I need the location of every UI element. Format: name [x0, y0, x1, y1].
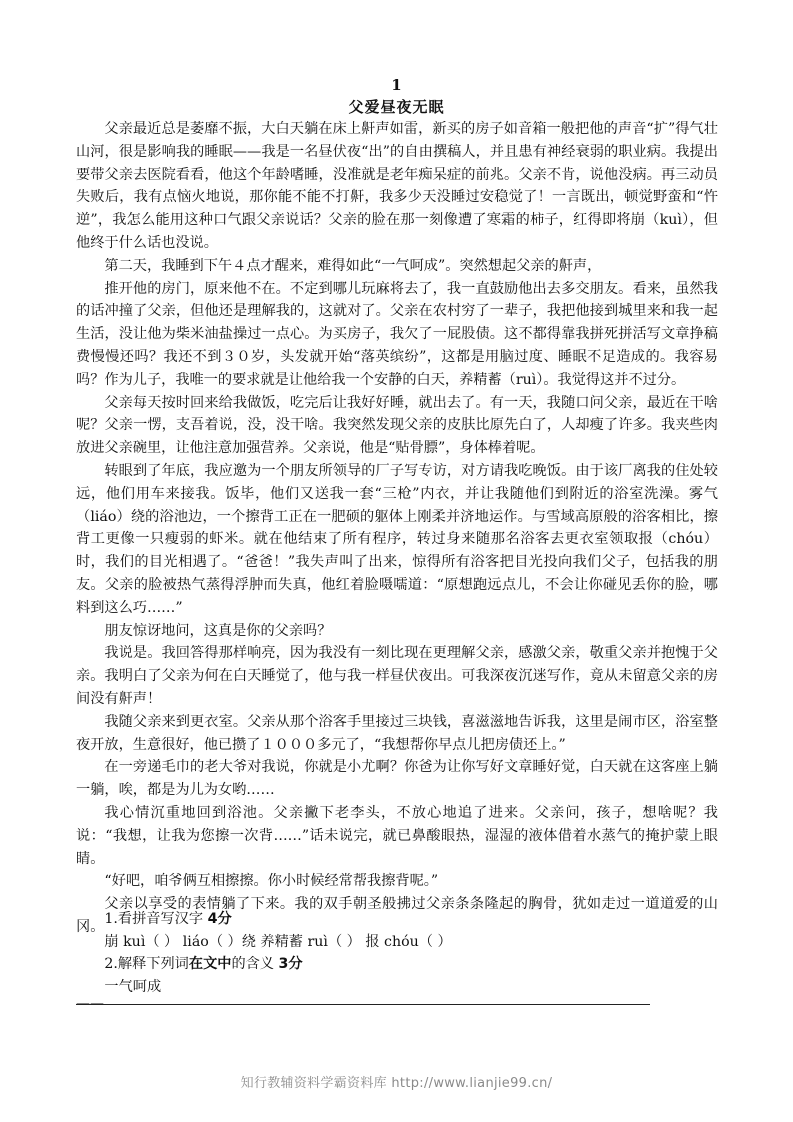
question-2 [76, 953, 718, 976]
answer-dash: —— [76, 996, 104, 1012]
paragraph: 转眼到了年底，我应邀为一个朋友所领导的厂子写专访，对方请我吃晚饭。由于该厂离我的住处较远，他们用车来接我。饭毕，他们又送我一套“三枪”内衣，并让我随他们到附近的浴室洗澡。雾气（liáo）绕的浴池边，一个擦背工正在一肥硕的躯体上刚柔并济地运作。与雪域高原般的浴客相比，擦背工更像一只瘦弱的虾米。就在他结束了所有程序，转过身来随那名浴客去更衣室领取报（chóu）时，我们的目光相遇了。“爸爸！”我失声叫了出来，惊得所有浴客把目光投向我们父子，包括我的朋友。父亲的脸被热气蒸得浮肿而失真，他红着脸嗫嚅道：“原想跑远点儿，不会让你碰见丢你的脸，哪料到这么巧……” [76, 462, 718, 616]
article-title: 父爱昼夜无眠 [348, 98, 445, 116]
question-2-label-emph: 在文中 [188, 956, 232, 972]
paragraph: 第二天，我睡到下午４点才醒来，难得如此“一气呵成”。突然想起父亲的鼾声， [104, 257, 602, 274]
paragraph: 在一旁递毛巾的老大爷对我说，你就是小尤啊？你爸为让你写好文章睡好觉，白天就在这客座上躺一躺，唉，都是为儿为女哟…… [76, 759, 718, 799]
paragraph: 我随父亲来到更衣室。父亲从那个浴客手里接过三块钱，喜滋滋地告诉我，这里是闹市区，浴室整夜开放，生意很好，他已攒了１０００多元了，“我想帮你早点儿把房债还上。” [76, 713, 718, 753]
questions-section [76, 908, 718, 998]
question-1-label: 1.看拼音写汉字 [104, 911, 204, 927]
paragraph: 朋友惊讶地问，这真是你的父亲吗？ [104, 622, 332, 639]
question-2-item: 一气呵成 [104, 978, 162, 995]
page-number: 1 [391, 76, 402, 94]
paragraph: 我说是。我回答得那样响亮，因为我没有一刻比现在更理解父亲，感激父亲，敬重父亲并抱愧于父亲。我明白了父亲为何在白天睡觉了，他与我一样昼伏夜出。可我深夜沉迷写作，竟从未留意父亲的房间没有鼾声！ [76, 645, 718, 707]
answer-line[interactable] [76, 1004, 650, 1006]
footer-watermark: 知行教辅资料学霸资料库 http://www.lianjie99.cn/ [240, 1076, 553, 1091]
question-1-items: 崩 kuì（ ） liáo（ ）绕 养精蓄 ruì（ ） 报 chóu（ ） [104, 933, 452, 950]
question-2-label-pre: 2.解释下列词 [104, 956, 189, 972]
article-body [76, 118, 718, 939]
paragraph: 父亲以享受的表情躺了下来。我的双手朝圣般拂过父亲条条隆起的胸骨，犹如走过一道道爱的山冈。 [76, 896, 718, 935]
question-2-label-post: 的含义 [231, 956, 275, 972]
paragraph: “好吧，咱爷俩互相擦擦。你小时候经常帮我擦背呢。” [104, 873, 439, 890]
question-2-score: 3分 [278, 956, 303, 972]
paragraph: 推开他的房门，原来他不在。不定到哪儿玩麻将去了，我一直鼓励他出去多交朋友。看来，虽然我的话冲撞了父亲，但他还是理解我的，这就对了。父亲在农村穷了一辈子，我把他接到城里来和我一起生活，没让他为柴米油盐操过一点心。为买房子，我欠了一屁股债。这不都得靠我拼死拼活写文章挣稿费慢慢还吗？我还不到３０岁，头发就开始“落英缤纷”，这都是用脑过度、睡眠不足造成的。我容易吗？作为儿子，我唯一的要求就是让他给我一个安静的白天，养精蓄（ruì）。我觉得这并不过分。 [76, 280, 718, 388]
question-1-score: 4分 [207, 911, 232, 927]
paragraph: 父亲每天按时回来给我做饭，吃完后让我好好睡，就出去了。有一天，我随口问父亲，最近在干啥呢？父亲一愣，支吾着说，没，没干啥。我突然发现父亲的皮肤比原先白了，人却瘦了许多。我夹些肉放进父亲碗里，让他注意加强营养。父亲说，他是“贴骨膘”，身体棒着呢。 [76, 394, 718, 457]
paragraph: 我心情沉重地回到浴池。父亲撇下老李头，不放心地追了进来。父亲问，孩子，想啥呢？我说：“我想，让我为您擦一次背……”话未说完，就已鼻酸眼热，湿湿的液体借着水蒸气的掩护蒙上眼睛。 [76, 804, 718, 867]
question-1 [76, 908, 718, 931]
paragraph: 父亲最近总是萎靡不振，大白天躺在床上鼾声如雷，新买的房子如音箱一般把他的声音“扩”得气壮山河，很是影响我的睡眠——我是一名昼伏夜“出”的自由撰稿人，并且患有神经衰弱的职业病。我提出要带父亲去医院看看，他这个年龄嗜睡，没准就是老年痴呆症的前兆。父亲不肯，说他没病。再三动员失败后，我有点恼火地说，那你能不能不打鼾，我多少天没睡过安稳觉了！一言既出，顿觉野蛮和“忤逆”，我怎么能用这种口气跟父亲说话？父亲的脸在那一刻像遭了寒霜的柿子，红得即将崩（kuì），但他终于什么话也没说。 [76, 121, 718, 251]
